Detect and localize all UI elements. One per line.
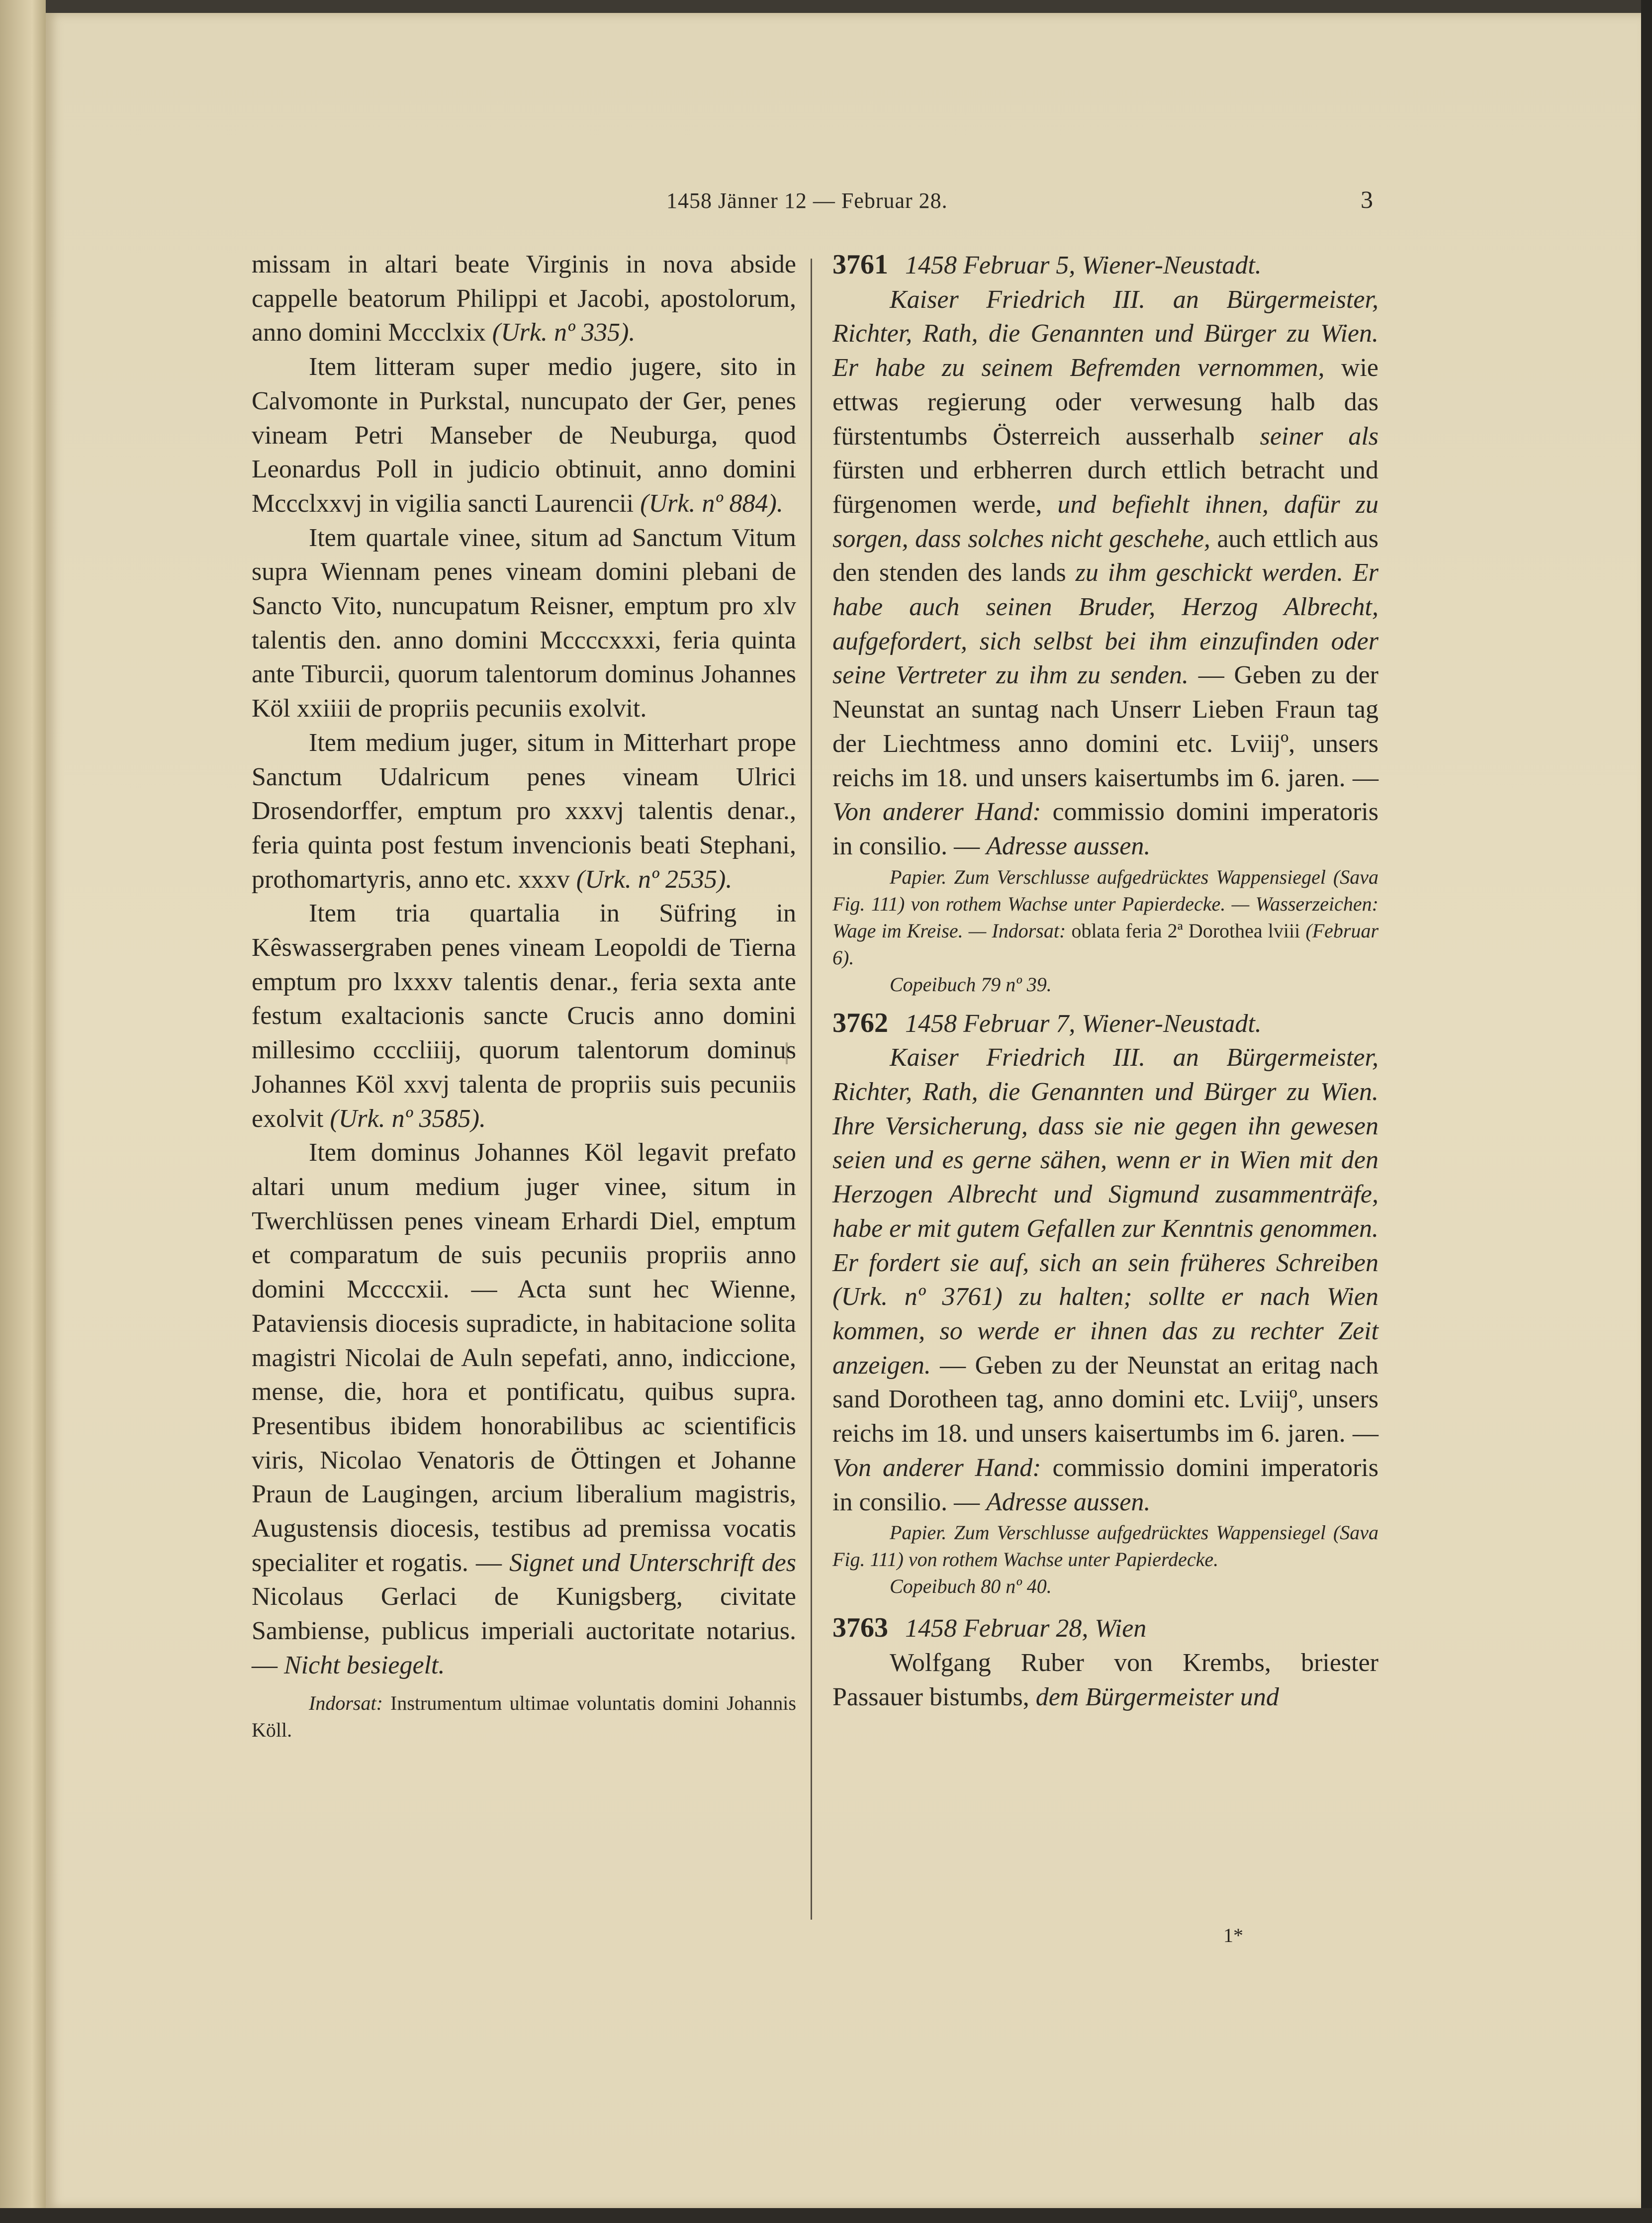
- doc-note-3761: Papier. Zum Verschlusse aufgedrücktes Wappensiegel (Sava Fig. 111) von rothem Wachse unter Papierdecke. — Wasserzeichen: Wage im Kreise. — Indorsat: oblata feria 2ª Dorothea lviii (Februar 6).: [832, 865, 1379, 969]
- doc-heading-3762: 3762 1458 Februar 7, Wiener-Neustadt.: [832, 1007, 1262, 1038]
- left-column: [252, 248, 796, 1744]
- signature-mark: 1*: [1223, 1924, 1243, 1946]
- book-gutter: [0, 0, 46, 2223]
- endorsement-note: Indorsat: Instrumentum ultimae voluntatis domini Johannis Köll.: [252, 1691, 796, 1741]
- right-column: [832, 248, 1378, 1714]
- scan-border-top: [0, 0, 1652, 13]
- doc-heading-3763: 3763 1458 Februar 28, Wien: [832, 1612, 1147, 1644]
- doc-body-3762: Kaiser Friedrich III. an Bürgermeister, Richter, Rath, die Genannten und Bürger zu Wien. Ihre Versicherung, dass sie nie gegen ihn gewesen seien und es gerne sähen, wenn er in Wien mit den Herzogen Albrecht und Sigmund zusammenträfe, habe er mit gutem Gefallen zur Kenntnis genommen. Er fordert sie auf, sich an sein früheres Schreiben (Urk. nº 3761) zu halten; sollte er nach Wien kommen, so werde er ihnen das zu rechter Zeit anzeigen. — Geben zu der Neunstat an eritag nach sand Dorotheen tag, anno domini etc. Lviijº, unsers reichs im 18. und unsers kaisertumbs im 6. jaren. — Von anderer Hand: commissio domini imperatoris in consilio. — Adresse aussen.: [832, 1043, 1378, 1516]
- doc-copybook-3761: Copeibuch 79 nº 39.: [890, 973, 1052, 996]
- doc-body-3763: Wolfgang Ruber von Krembs, briester Passauer bistumbs, dem Bürgermeister und: [832, 1648, 1378, 1711]
- paragraph: Item medium juger, situm in Mitterhart prope Sanctum Udalricum penes vineam Ulrici Drosendorffer, emptum pro xxxvj talentis denar., feria quinta post festum invencionis beati Stephani, prothomartyris, anno etc. xxxv (Urk. nº 2535).: [252, 728, 796, 894]
- page-number: 3: [1361, 185, 1373, 213]
- paragraph: Item tria quartalia in Süfring in Kêswassergraben penes vineam Leopoldi de Tierna emptum pro lxxxv talentis denar., feria sexta ante festum exaltacionis sancte Crucis anno domini millesimo ccccliiij, quorum talentorum dominus Johannes Köl xxvj talenta de propriis suis pecuniis exolvit (Urk. nº 3585).: [252, 899, 796, 1133]
- doc-body-3761: Kaiser Friedrich III. an Bürgermeister, Richter, Rath, die Genannten und Bürger zu Wien. Er habe zu seinem Befremden vernommen, wie ettwas regierung oder verwesung halb das fürstentumbs Österreich ausserhalb seiner als fürsten und erbherren durch ettlich betracht und fürgenomen werde, und befiehlt ihnen, dafür zu sorgen, dass solches nicht geschehe, auch ettlich aus den stenden des lands zu ihm geschickt werden. Er habe auch seinen Bruder, Herzog Albrecht, aufgefordert, sich selbst bei ihm einzufinden oder seine Vertreter zu ihm zu senden. — Geben zu der Neunstat an suntag nach Unserr Lieben Fraun tag der Liechtmess anno domini etc. Lviijº, unsers reichs im 18. und unsers kaisertumbs im 6. jaren. — Von anderer Hand: commissio domini imperatoris in consilio. — Adresse aussen.: [832, 285, 1379, 860]
- paragraph: Item dominus Johannes Köl legavit prefato altari unum medium juger vinee, situm in Twerchlüssen penes vineam Erhardi Diel, emptum et comparatum de suis pecuniis propriis anno domini Mccccxii. — Acta sunt hec Wienne, Pataviensis diocesis supradicte, in habitacione solita magistri Nicolai de Auln sepefati, anno, indiccione, mense, die, hora et pontificatu, quibus supra. Presentibus ibidem honorabilibus ac scientificis viris, Nicolao Venatoris de Öttingen et Johanne Praun de Laugingen, arcium liberalium magistris, Augustensis diocesis, testibus ad premissa vocatis specialiter et rogatis. — Signet und Unterschrift des Nicolaus Gerlaci de Kunigsberg, civitate Sambiense, publicus imperiali auctoritate notarius. — Nicht besiegelt.: [252, 1138, 796, 1679]
- scan-border-bottom: [0, 2208, 1652, 2223]
- running-head: 1458 Jänner 12 — Februar 28.: [666, 188, 948, 213]
- column-divider: [811, 259, 812, 1920]
- doc-heading-3761: 3761 1458 Februar 5, Wiener-Neustadt.: [832, 249, 1262, 280]
- doc-note-3762: Papier. Zum Verschlusse aufgedrücktes Wappensiegel (Sava Fig. 111) von rothem Wachse unter Papierdecke.: [832, 1521, 1378, 1571]
- paragraph: Item quartale vinee, situm ad Sanctum Vitum supra Wiennam penes vineam domini plebani de Sancto Vito, nuncupatum Reisner, emptum pro xlv talentis den. anno domini Mccccxxxi, feria quinta ante Tiburcii, quorum talentorum dominus Johannes Köl xxiiii de propriis pecuniis exolvit.: [252, 523, 796, 723]
- doc-copybook-3762: Copeibuch 80 nº 40.: [890, 1575, 1052, 1598]
- scan-border-right: [1641, 0, 1652, 2223]
- paragraph: missam in altari beate Virginis in nova abside cappelle beatorum Philippi et Jacobi, apostolorum, anno domini Mccclxix (Urk. nº 335).: [252, 250, 796, 347]
- paragraph: Item litteram super medio jugere, sito in Calvomonte in Purkstal, nuncupato der Ger, penes vineam Petri Manseber de Neuburga, quod Leonardus Poll in judicio obtinuit, anno domini Mccclxxvj in vigilia sancti Laurencii (Urk. nº 884).: [252, 353, 796, 518]
